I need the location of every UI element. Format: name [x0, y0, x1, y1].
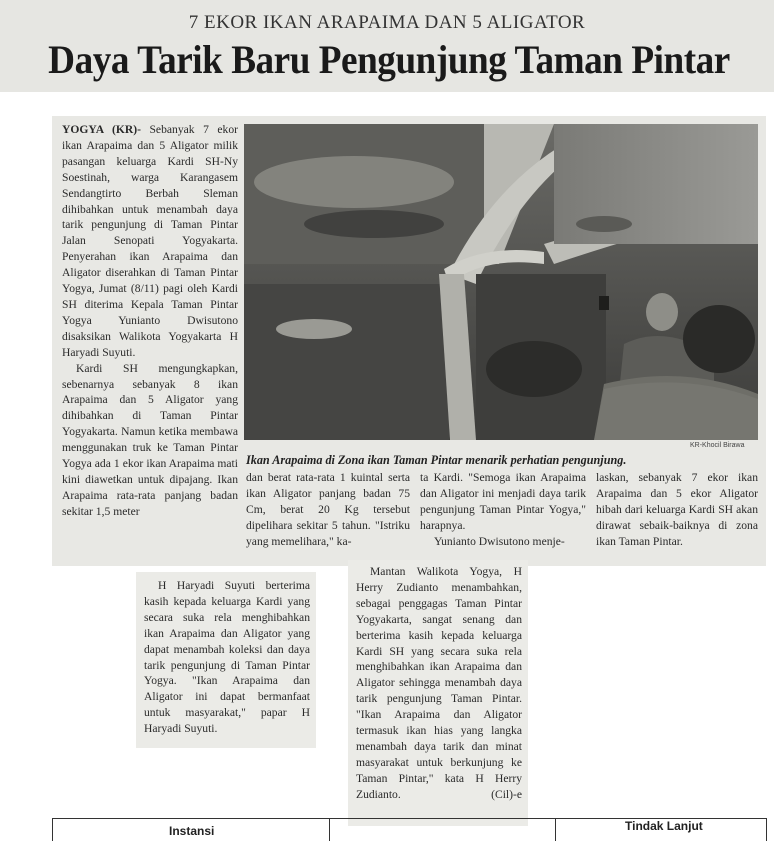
- paragraph-2: Kardi SH mengungkapkan, sebenarnya sebanyak 8 ikan Arapaima dan 5 Aligator yang dihibahkan di Taman Pintar Yogyakarta. Namun ketika membawa menggunakan truk ke Taman Pintar Yogya ada 1 ekor ikan Arapaima mati kini diawetkan untuk dipajang. Ikan Arapaima rata-rata panjang badan sekitar 1,5 meter: [62, 361, 238, 518]
- paragraph-cont1: H Haryadi Suyuti berterima kasih kepada keluarga Kardi yang secara suka rela menghibahkan ikan Arapaima dan Aligator yang dapat menambah koleksi dan daya tarik pengunjung di Taman Pintar Yogya. "Ikan Arapaima dan Aligator ini dapat bermanfaat untuk masyarakat," papar H Haryadi Suyuti.: [144, 579, 310, 736]
- footer-cell-blank: [329, 819, 556, 841]
- article-column-3: [420, 470, 586, 550]
- footer-label-instansi: Instansi: [169, 824, 215, 838]
- paragraph-col3: ta Kardi. "Semoga ikan Arapaima dan Aligator ini menjadi daya tarik pengunjung Taman Pintar Yogya," harapnya.: [420, 471, 586, 532]
- footer-table: [52, 818, 767, 841]
- headline: Daya Tarik Baru Pengunjung Taman Pintar: [48, 37, 730, 82]
- paragraph-col4: laskan, sebanyak 7 ekor ikan Arapaima dan 5 ekor Aligator hibah dari keluarga Kardi SH akan dirawat sebaik-baiknya di zona ikan Taman Pintar.: [596, 471, 758, 548]
- article-column-2: [246, 470, 410, 550]
- lead-text: Sebanyak 7 ekor ikan Arapaima dan 5 Aligator milik pasangan keluarga Kardi SH-Ny Soestinah, warga Karangasem Sendangtirto Berbah Sleman dihibahkan untuk menambah daya tarik pengunjung di Taman Pintar Jalan Senopati Yogyakarta. Penyerahan ikan Arapaima dan Aligator diserahkan di Taman Pintar Yogya, Jumat (8/11) pagi oleh Kardi SH diterima Kepala Taman Pintar Yogya Yunianto Dwisutono disaksikan Walikota Yogyakarta H Haryadi Suyuti.: [62, 123, 238, 359]
- kicker: 7 EKOR IKAN ARAPAIMA DAN 5 ALIGATOR: [188, 12, 586, 33]
- footer-cell-tindak-lanjut: [555, 819, 767, 841]
- paragraph-lead: [62, 122, 238, 361]
- article-column-1: [62, 122, 238, 520]
- continuation-column-1: [144, 578, 310, 737]
- paragraph-col3-b: Yunianto Dwisutono menje-: [434, 534, 565, 548]
- photo-caption: Ikan Arapaima di Zona ikan Taman Pintar menarik perhatian pengunjung.: [246, 453, 627, 467]
- article-column-4: [596, 470, 758, 550]
- cont2-text: Mantan Walikota Yogya, H Herry Zudianto menambahkan, sebagai penggagas Taman Pintar Yogyakarta, sangat senang dan berterima kasih kepada keluarga Kardi SH yang secara suka rela menghibahkan ikan Arapaima dan Aligator sehingga menambah daya tarik pengunjung Taman Pintar. "Ikan Arapaima dan Aligator termasuk ikan hias yang langka menambah daya tarik dan minat masyarakat untuk berkunjung ke Taman Pintar," kata H Herry Zudianto.: [356, 565, 522, 801]
- continuation-column-2: [356, 564, 522, 803]
- paragraph-cont2: [356, 564, 522, 803]
- signoff: (Cil)-e: [491, 787, 522, 801]
- dateline: YOGYA (KR)-: [62, 123, 141, 136]
- aquarium-photo: [244, 124, 758, 440]
- photo-credit: KR-Khocil Birawa: [690, 442, 745, 449]
- paragraph-col2: dan berat rata-rata 1 kuintal serta ikan Aligator panjang badan 75 Cm, berat 20 Kg tersebut dipelihara sekitar 5 tahun. "Istriku yang memelihara," ka-: [246, 471, 410, 548]
- footer-cell-instansi: [53, 819, 330, 841]
- footer-label-tindak-lanjut: Tindak Lanjut: [625, 819, 703, 833]
- headline-clipping: [0, 0, 774, 92]
